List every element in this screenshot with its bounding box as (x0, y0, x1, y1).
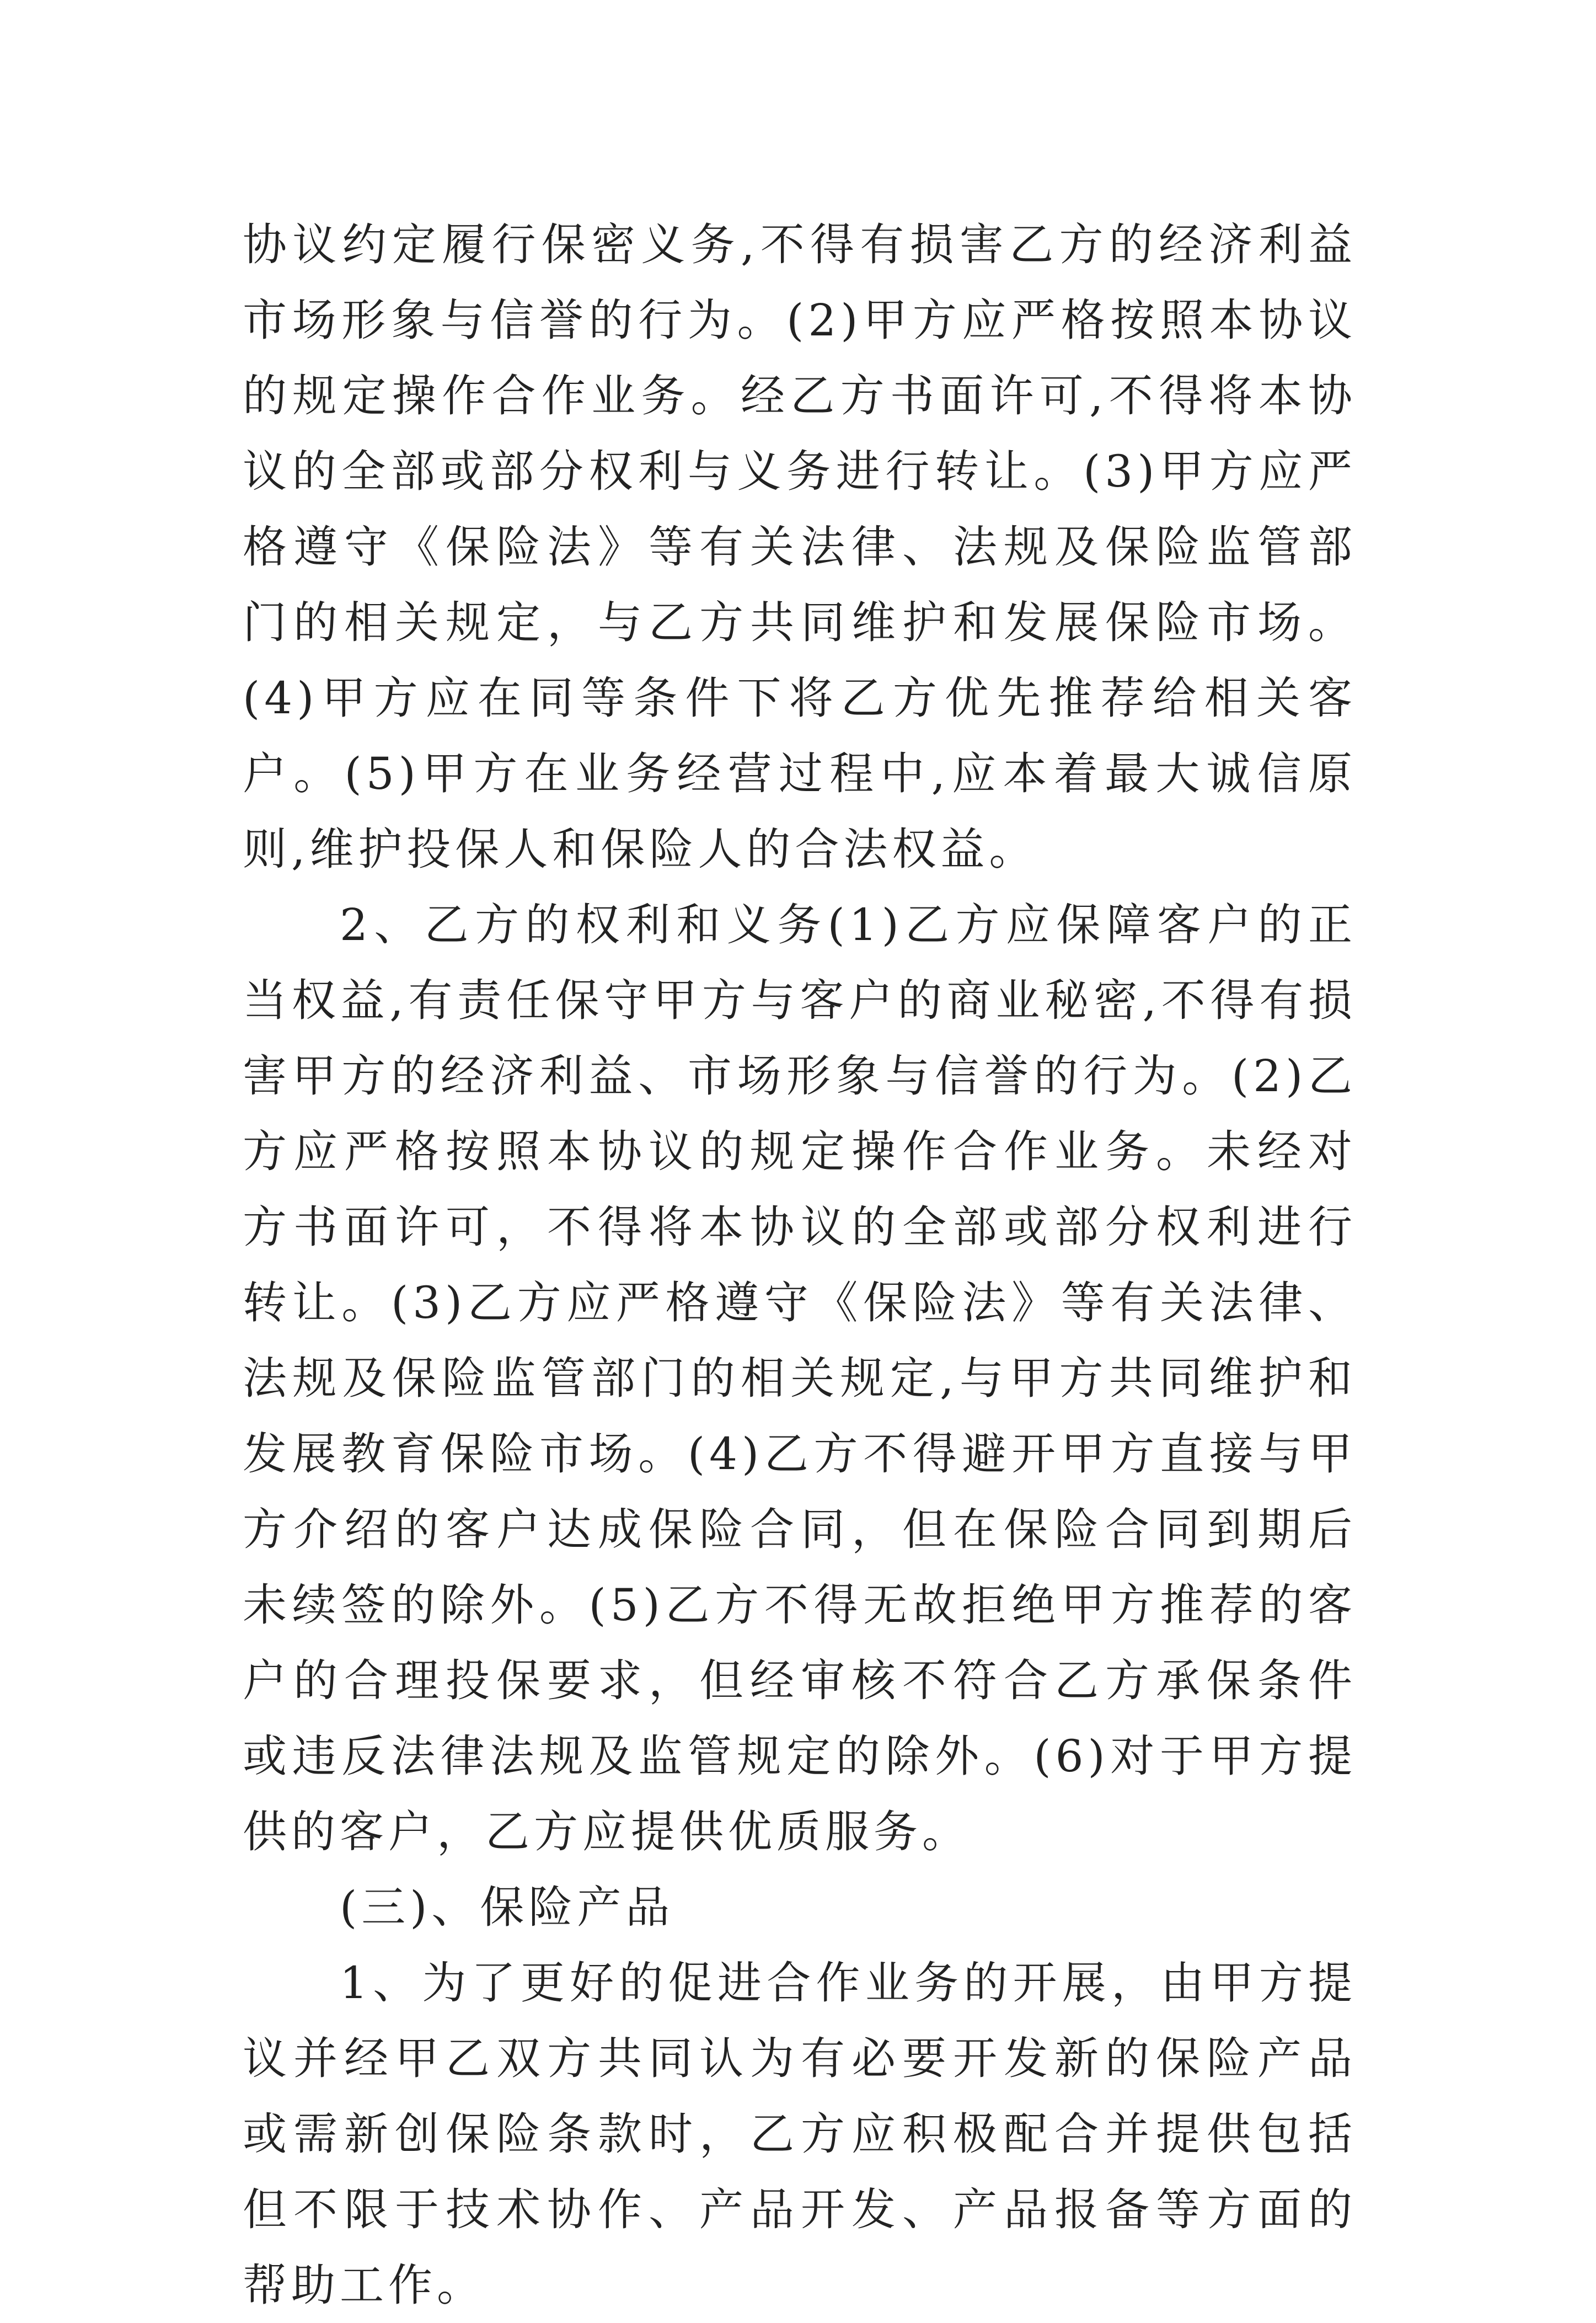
section-heading-insurance-products: (三)、保险产品 (340, 1882, 674, 1933)
paragraph-party-a-obligations-continued: 协议约定履行保密义务,不得有损害乙方的经济利益市场形象与信誉的行为。(2)甲方应严格按照本协议的规定操作合作业务。经乙方书面许可,不得将本协议的全部或部分权利与义务进行转让。(3)甲方应严格遵守《保险法》等有关法律、法规及保险监管部门的相关规定，与乙方共同维护和发展保险市场。(4)甲方应在同等条件下将乙方优先推荐给相关客户。(5)甲方在业务经营过程中,应本着最大诚信原则,维护投保人和保险人的合法权益。 (243, 219, 1357, 875)
document-body (243, 207, 1357, 2323)
paragraph-product-development: 1、为了更好的促进合作业务的开展，由甲方提议并经甲乙双方共同认为有必要开发新的保险产品或需新创保险条款时，乙方应积极配合并提供包括但不限于技术协作、产品开发、产品报备等方面的帮助工作。 (243, 1957, 1357, 2311)
paragraph-party-b-rights-obligations: 2、乙方的权利和义务(1)乙方应保障客户的正当权益,有责任保守甲方与客户的商业秘密,不得有损害甲方的经济利益、市场形象与信誉的行为。(2)乙方应严格按照本协议的规定操作合作业务。未经对方书面许可，不得将本协议的全部或部分权利进行转让。(3)乙方应严格遵守《保险法》等有关法律、法规及保险监管部门的相关规定,与甲方共同维护和发展教育保险市场。(4)乙方不得避开甲方直接与甲方介绍的客户达成保险合同，但在保险合同到期后未续签的除外。(5)乙方不得无故拒绝甲方推荐的客户的合理投保要求，但经审核不符合乙方承保条件或违反法律法规及监管规定的除外。(6)对于甲方提供的客户，乙方应提供优质服务。 (243, 899, 1357, 1857)
